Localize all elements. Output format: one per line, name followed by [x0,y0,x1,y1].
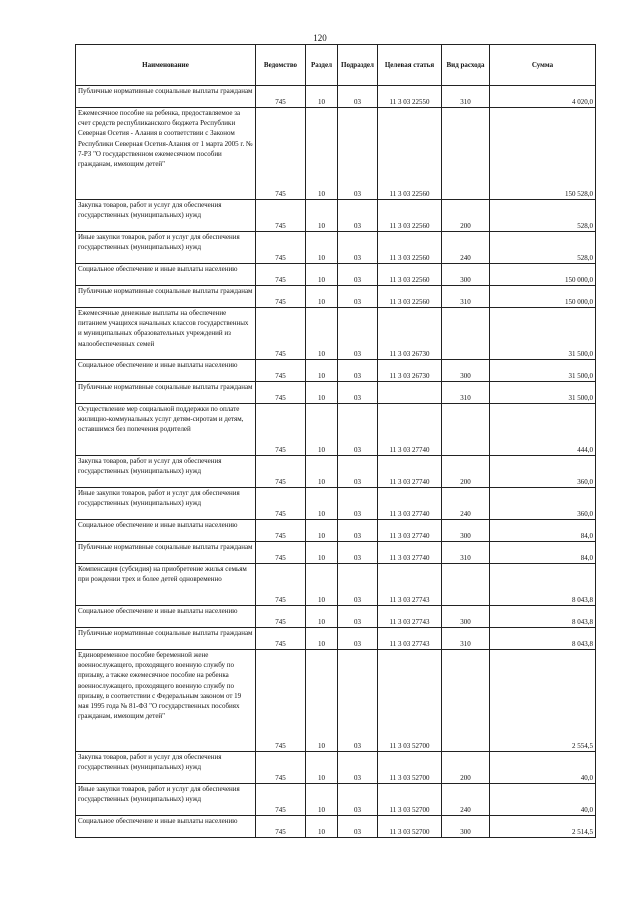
cell-section: 10 [306,108,338,200]
cell-target: 11 3 03 26730 [378,360,442,382]
cell-dept: 745 [256,108,306,200]
cell-name: Социальное обеспечение и иные выплаты населению [76,520,256,542]
cell-expense-type: 240 [442,488,490,520]
cell-target: 11 3 03 22560 [378,232,442,264]
budget-table [75,44,596,838]
cell-section: 10 [306,752,338,784]
cell-dept: 745 [256,86,306,108]
header-expense-type: Вид расхода [442,45,490,86]
cell-section: 10 [306,784,338,816]
cell-section: 10 [306,232,338,264]
cell-subsection: 03 [338,264,378,286]
table-row [76,382,596,404]
cell-amount: 84,0 [490,520,596,542]
cell-dept: 745 [256,542,306,564]
table-header-row [76,45,596,86]
table-row [76,606,596,628]
table-row [76,488,596,520]
cell-amount: 360,0 [490,488,596,520]
cell-expense-type: 300 [442,360,490,382]
cell-name: Иные закупки товаров, работ и услуг для обеспечения государственных (муниципальных) нужд [76,232,256,264]
cell-expense-type: 240 [442,784,490,816]
cell-name: Социальное обеспечение и иные выплаты населению [76,606,256,628]
header-section: Раздел [306,45,338,86]
cell-target: 11 3 03 27740 [378,404,442,456]
cell-target [378,382,442,404]
cell-dept: 745 [256,404,306,456]
cell-dept: 745 [256,264,306,286]
table-row [76,360,596,382]
cell-amount: 8 043,8 [490,564,596,606]
cell-target: 11 3 03 27743 [378,628,442,650]
cell-subsection: 03 [338,360,378,382]
cell-dept: 745 [256,520,306,542]
cell-section: 10 [306,488,338,520]
cell-name: Ежемесячные денежные выплаты на обеспечение питанием учащихся начальных классов государственных и муниципальных образовательных учреждений из малообеспеченных семей [76,308,256,360]
table-row [76,86,596,108]
cell-dept: 745 [256,308,306,360]
cell-subsection: 03 [338,232,378,264]
cell-section: 10 [306,816,338,838]
cell-subsection: 03 [338,86,378,108]
header-amount: Сумма [490,45,596,86]
cell-expense-type: 200 [442,200,490,232]
table-row [76,650,596,752]
table-row [76,752,596,784]
cell-target: 11 3 03 22560 [378,264,442,286]
cell-subsection: 03 [338,382,378,404]
table-row [76,264,596,286]
cell-section: 10 [306,520,338,542]
cell-amount: 8 043,8 [490,628,596,650]
cell-section: 10 [306,200,338,232]
cell-amount: 150 528,0 [490,108,596,200]
cell-name: Иные закупки товаров, работ и услуг для обеспечения государственных (муниципальных) нужд [76,488,256,520]
cell-section: 10 [306,606,338,628]
cell-expense-type [442,108,490,200]
cell-section: 10 [306,286,338,308]
cell-dept: 745 [256,784,306,816]
cell-subsection: 03 [338,488,378,520]
cell-expense-type: 300 [442,264,490,286]
table-row [76,520,596,542]
cell-target: 11 3 03 22560 [378,286,442,308]
header-subsection: Подраздел [338,45,378,86]
cell-amount: 528,0 [490,232,596,264]
cell-dept: 745 [256,286,306,308]
cell-expense-type [442,650,490,752]
cell-section: 10 [306,360,338,382]
table-row [76,108,596,200]
cell-section: 10 [306,86,338,108]
cell-dept: 745 [256,382,306,404]
cell-dept: 745 [256,650,306,752]
cell-target: 11 3 03 22550 [378,86,442,108]
cell-amount: 150 000,0 [490,264,596,286]
cell-dept: 745 [256,360,306,382]
cell-amount: 360,0 [490,456,596,488]
cell-expense-type: 200 [442,752,490,784]
cell-subsection: 03 [338,650,378,752]
cell-dept: 745 [256,488,306,520]
cell-target: 11 3 03 27740 [378,542,442,564]
cell-dept: 745 [256,606,306,628]
table-row [76,200,596,232]
cell-expense-type: 240 [442,232,490,264]
table-row [76,286,596,308]
cell-section: 10 [306,564,338,606]
cell-name: Единовременное пособие беременной жене военнослужащего, проходящего военную службу по призыву, а также ежемесячное пособие на ребенка военнослужащего, проходящего военную службу по призыву, в соответствии с Федеральным законом от 19 мая 1995 года № 81-ФЗ "О государственных пособиях гражданам, имеющим детей" [76,650,256,752]
cell-name: Закупка товаров, работ и услуг для обеспечения государственных (муниципальных) нужд [76,456,256,488]
cell-section: 10 [306,456,338,488]
table-row [76,542,596,564]
cell-section: 10 [306,264,338,286]
cell-dept: 745 [256,200,306,232]
table-row [76,404,596,456]
table-row [76,628,596,650]
cell-target: 11 3 03 27740 [378,488,442,520]
cell-name: Социальное обеспечение и иные выплаты населению [76,264,256,286]
table-row [76,456,596,488]
cell-dept: 745 [256,232,306,264]
cell-subsection: 03 [338,308,378,360]
cell-target: 11 3 03 22560 [378,200,442,232]
cell-expense-type: 300 [442,816,490,838]
cell-expense-type: 310 [442,542,490,564]
cell-name: Социальное обеспечение и иные выплаты населению [76,360,256,382]
cell-name: Закупка товаров, работ и услуг для обеспечения государственных (муниципальных) нужд [76,752,256,784]
cell-amount: 8 043,8 [490,606,596,628]
cell-subsection: 03 [338,456,378,488]
cell-subsection: 03 [338,564,378,606]
cell-subsection: 03 [338,404,378,456]
cell-amount: 31 500,0 [490,360,596,382]
cell-dept: 745 [256,564,306,606]
cell-amount: 2 514,5 [490,816,596,838]
cell-subsection: 03 [338,816,378,838]
page-number: 120 [313,33,327,43]
cell-name: Публичные нормативные социальные выплаты гражданам [76,382,256,404]
cell-subsection: 03 [338,108,378,200]
cell-subsection: 03 [338,606,378,628]
cell-name: Публичные нормативные социальные выплаты гражданам [76,286,256,308]
cell-subsection: 03 [338,520,378,542]
cell-target: 11 3 03 27743 [378,606,442,628]
cell-dept: 745 [256,752,306,784]
cell-amount: 40,0 [490,752,596,784]
cell-expense-type [442,404,490,456]
cell-target: 11 3 03 52700 [378,650,442,752]
cell-amount: 31 500,0 [490,382,596,404]
cell-expense-type: 200 [442,456,490,488]
cell-target: 11 3 03 22560 [378,108,442,200]
cell-amount: 2 554,5 [490,650,596,752]
cell-target: 11 3 03 27743 [378,564,442,606]
cell-name: Закупка товаров, работ и услуг для обеспечения государственных (муниципальных) нужд [76,200,256,232]
cell-subsection: 03 [338,286,378,308]
cell-section: 10 [306,382,338,404]
table-body [76,86,596,838]
cell-name: Публичные нормативные социальные выплаты гражданам [76,628,256,650]
cell-target: 11 3 03 52700 [378,784,442,816]
cell-expense-type: 310 [442,628,490,650]
cell-expense-type: 300 [442,606,490,628]
cell-amount: 150 000,0 [490,286,596,308]
table-row [76,816,596,838]
cell-dept: 745 [256,628,306,650]
table-row [76,784,596,816]
cell-name: Социальное обеспечение и иные выплаты населению [76,816,256,838]
cell-expense-type [442,308,490,360]
cell-subsection: 03 [338,200,378,232]
cell-target: 11 3 03 27740 [378,520,442,542]
table-row [76,232,596,264]
header-name: Наименование [76,45,256,86]
header-dept: Ведомство [256,45,306,86]
cell-dept: 745 [256,816,306,838]
cell-amount: 4 020,0 [490,86,596,108]
cell-section: 10 [306,308,338,360]
cell-subsection: 03 [338,784,378,816]
cell-expense-type: 300 [442,520,490,542]
cell-expense-type [442,564,490,606]
cell-expense-type: 310 [442,86,490,108]
table-row [76,564,596,606]
cell-section: 10 [306,650,338,752]
cell-name: Ежемесячное пособие на ребенка, предоставляемое за счет средств республиканского бюджета Республики Северная Осетия - Алания в соответствии с Законом Республики Северная Осетия-Алания от 1 марта 2005 г. № 7-РЗ "О государственном ежемесячном пособии гражданам, имеющим детей" [76,108,256,200]
table-row [76,308,596,360]
cell-target: 11 3 03 52700 [378,816,442,838]
cell-amount: 40,0 [490,784,596,816]
cell-subsection: 03 [338,628,378,650]
cell-section: 10 [306,542,338,564]
cell-target: 11 3 03 27740 [378,456,442,488]
cell-name: Публичные нормативные социальные выплаты гражданам [76,542,256,564]
cell-subsection: 03 [338,752,378,784]
cell-section: 10 [306,628,338,650]
cell-expense-type: 310 [442,286,490,308]
cell-name: Публичные нормативные социальные выплаты гражданам [76,86,256,108]
cell-amount: 31 500,0 [490,308,596,360]
cell-dept: 745 [256,456,306,488]
cell-section: 10 [306,404,338,456]
cell-target: 11 3 03 52700 [378,752,442,784]
cell-name: Иные закупки товаров, работ и услуг для обеспечения государственных (муниципальных) нужд [76,784,256,816]
cell-amount: 444,0 [490,404,596,456]
cell-name: Осуществление мер социальной поддержки по оплате жилищно-коммунальных услуг детям-сиротам и детям, оставшимся без попечения родителей [76,404,256,456]
cell-amount: 84,0 [490,542,596,564]
cell-amount: 528,0 [490,200,596,232]
cell-expense-type: 310 [442,382,490,404]
cell-target: 11 3 03 26730 [378,308,442,360]
cell-name: Компенсация (субсидия) на приобретение жилья семьям при рождении трех и более детей одновременно [76,564,256,606]
cell-subsection: 03 [338,542,378,564]
header-target: Целевая статья [378,45,442,86]
